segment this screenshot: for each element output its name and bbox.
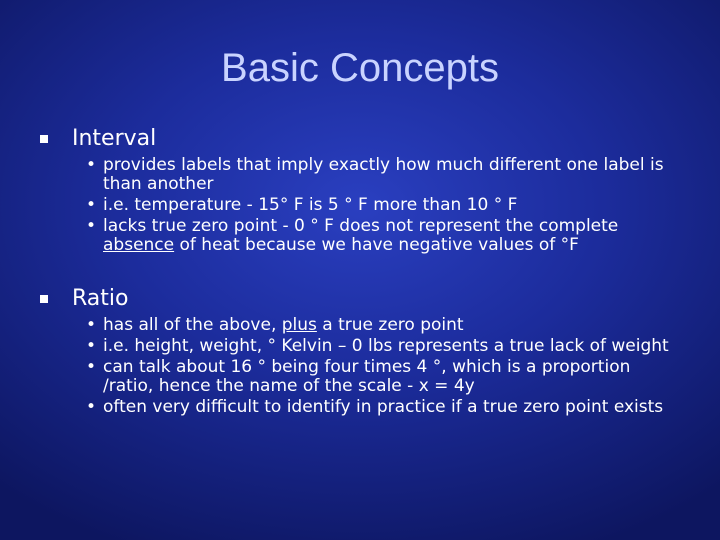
slide-title: Basic Concepts [221, 46, 499, 90]
dot-bullet-icon: • [86, 195, 97, 215]
dot-bullet-icon: • [86, 336, 97, 356]
dot-bullet-icon: • [86, 357, 97, 377]
ratio-list [84, 316, 684, 419]
list-item: • has all of the above, plus a true zero point [86, 315, 464, 335]
dot-bullet-icon: • [86, 216, 97, 236]
underlined-word: absence [103, 235, 175, 255]
underlined-word: plus [281, 315, 317, 335]
dot-bullet-icon: • [86, 155, 97, 175]
list-item: • i.e. temperature - 15° F is 5 ° F more than 10 ° F [86, 195, 518, 215]
dot-bullet-icon: • [86, 397, 97, 417]
interval-list [84, 156, 684, 257]
dot-bullet-icon: • [86, 315, 97, 335]
square-bullet-icon [40, 295, 48, 303]
list-item: • often very difficult to identify in practice if a true zero point exists [86, 397, 664, 417]
list-item: • can talk about 16 ° being four times 4 °, which is a proportion /ratio, hence the name of the scale - x = 4y [86, 357, 631, 396]
heading-interval: Interval [72, 126, 157, 151]
list-item: • i.e. height, weight, ° Kelvin – 0 lbs represents a true lack of weight [86, 336, 669, 356]
heading-ratio: Ratio [72, 286, 129, 311]
list-item: • lacks true zero point - 0 ° F does not represent the complete absence of heat because we have negative values of °F [86, 216, 619, 255]
list-item: • provides labels that imply exactly how much different one label is than another [86, 155, 664, 194]
square-bullet-icon [40, 135, 48, 143]
